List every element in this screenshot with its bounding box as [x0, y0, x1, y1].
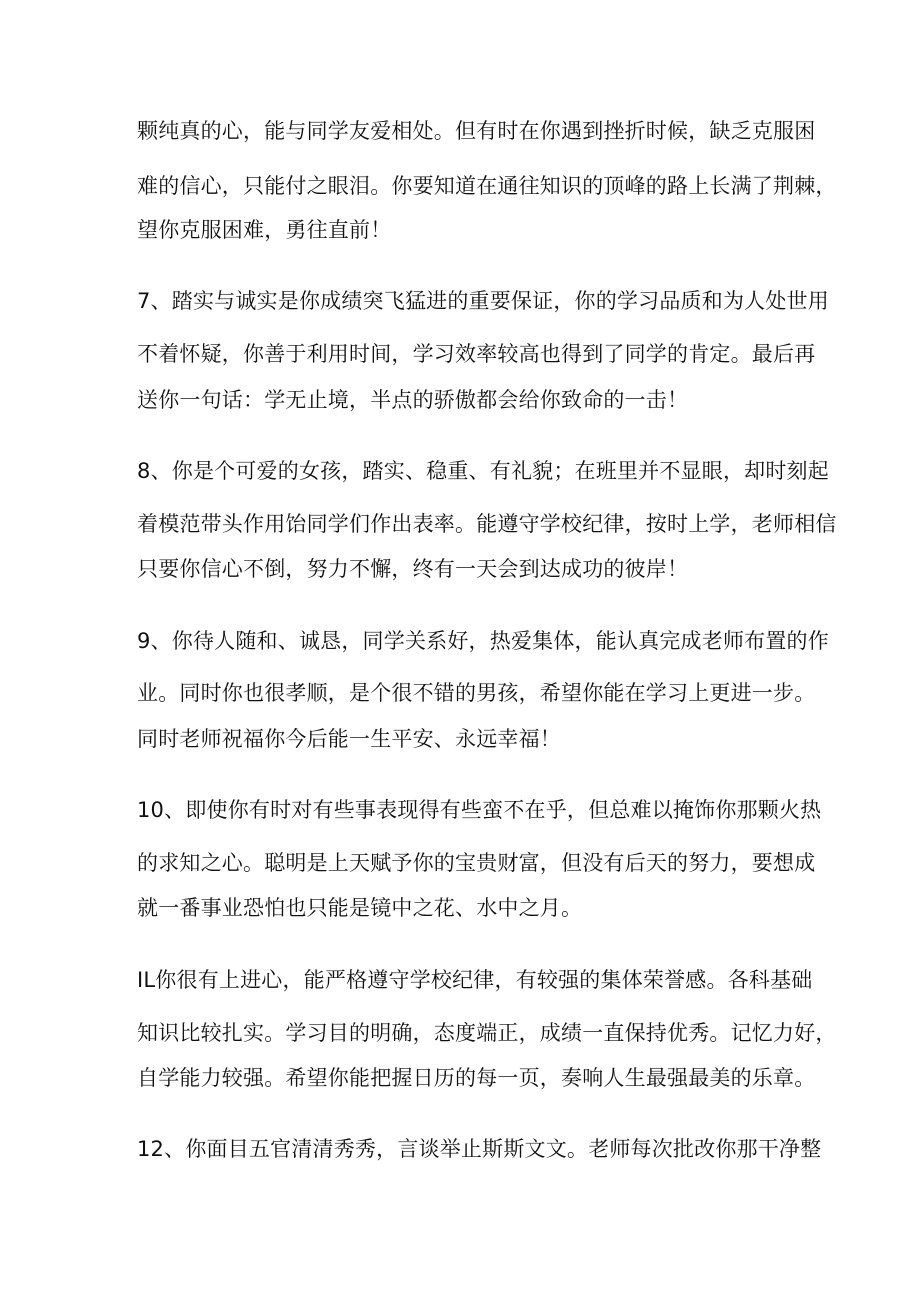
paragraph-7-line-1: 7、踏实与诚实是你成绩突飞猛进的重要保证，你的学习品质和为人处世用	[137, 289, 829, 313]
paragraph-1-line-3: 望你克服困难，勇往直前！	[137, 218, 392, 242]
paragraph-10-line-3: 就一番事业恐怕也只能是镜中之花、水中之月。	[137, 896, 583, 920]
paragraph-12-line-1: 12、你面目五官清清秀秀，言谈举止斯斯文文。老师每次批改你那干净整	[137, 1137, 822, 1161]
paragraph-10-line-1: 10、即使你有时对有些事表现得有些蛮不在乎，但总难以掩饰你那颗火热	[137, 798, 822, 822]
paragraph-1-line-1: 颗纯真的心，能与同学友爱相处。但有时在你遇到挫折时候，缺乏克服困	[137, 119, 816, 143]
paragraph-7-line-2: 不着怀疑，你善于利用时间，学习效率较高也得到了同学的肯定。最后再	[137, 342, 816, 366]
paragraph-11-line-2: 知识比较扎实。学习目的明确，态度端正，成绩一直保持优秀。记忆力好，	[137, 1021, 837, 1045]
paragraph-9-line-3: 同时老师祝福你今后能一生平安、永远幸福！	[137, 727, 561, 751]
paragraph-9-line-1: 9、你待人随和、诚恳，同学关系好，热爱集体，能认真完成老师布置的作	[137, 629, 829, 653]
paragraph-10-line-2: 的求知之心。聪明是上天赋予你的宝贵财富，但没有后天的努力，要想成	[137, 851, 816, 875]
paragraph-11-line-3: 自学能力较强。希望你能把握日历的每一页，奏响人生最强最美的乐章。	[137, 1066, 816, 1090]
paragraph-11-line-1: IL你很有上进心，能严格遵守学校纪律，有较强的集体荣誉感。各科基础	[137, 968, 813, 992]
paragraph-8-line-2: 着模范带头作用饴同学们作出表率。能遵守学校纪律，按时上学，老师相信	[137, 512, 837, 536]
paragraph-7-line-3: 送你一句话：学无止境，半点的骄傲都会给你致命的一击！	[137, 388, 689, 412]
paragraph-1-line-2: 难的信心，只能付之眼泪。你要知道在通往知识的顶峰的路上长满了荆棘，	[137, 174, 837, 198]
paragraph-9-line-2: 业。同时你也很孝顺，是个很不错的男孩，希望你能在学习上更进一步。	[137, 681, 816, 705]
paragraph-8-line-1: 8、你是个可爱的女孩，踏实、稳重、有礼貌；在班里并不显眼，却时刻起	[137, 459, 829, 483]
paragraph-8-line-3: 只要你信心不倒，努力不懈，终有一天会到达成功的彼岸！	[137, 557, 689, 581]
